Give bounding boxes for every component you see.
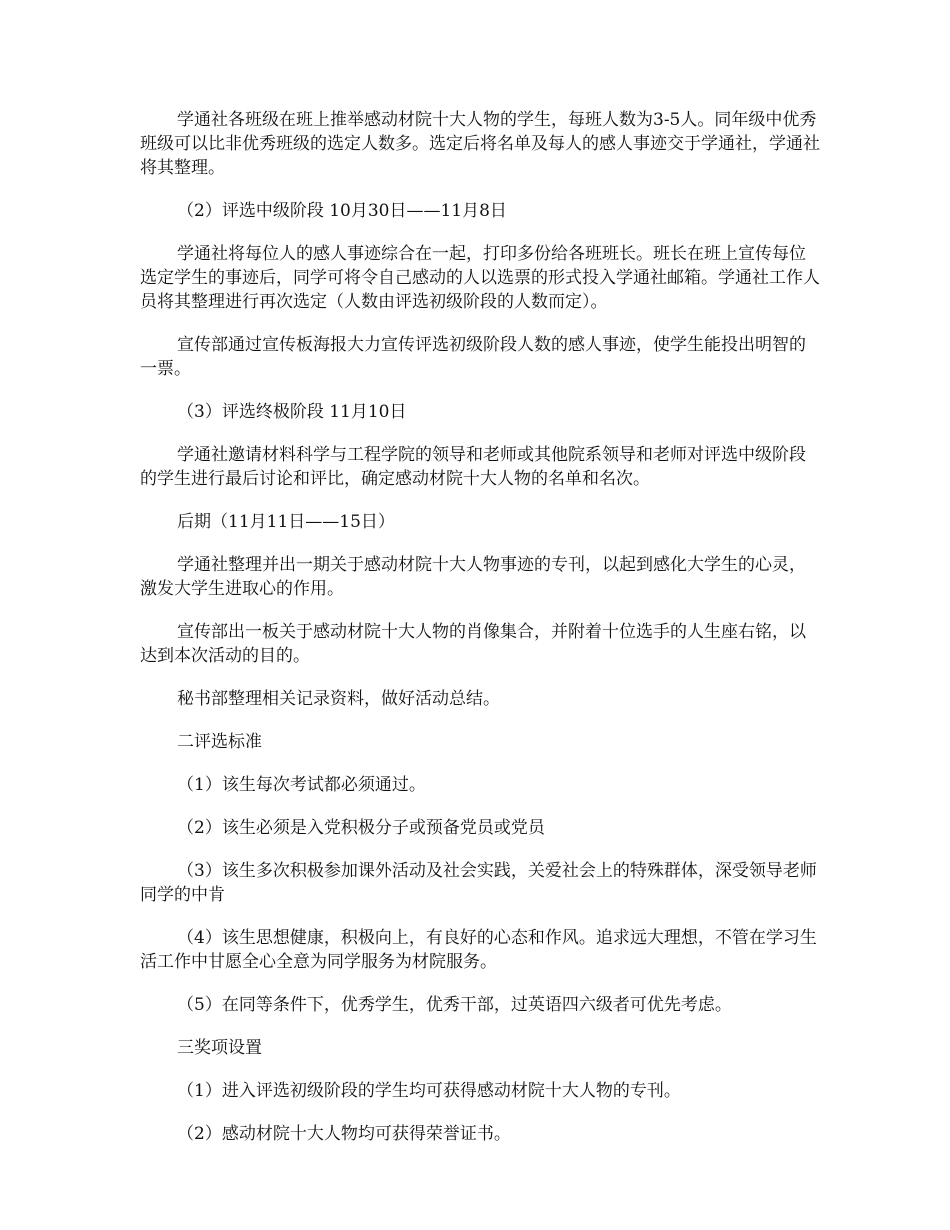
paragraph-special-issue: 学通社整理并出一期关于感动材院十大人物事迹的专刊，以起到感化大学生的心灵，激发大学生进取心的作用。 [140,555,806,599]
criteria-item-4: （4）该生思想健康，积极向上，有良好的心态和作风。追求远大理想，不管在学习生活工作中甘愿全心全意为同学服务为材院服务。 [140,928,817,972]
paragraph-publicity: 宣传部通过宣传板海报大力宣传评选初级阶段人数的感人事迹，使学生能投出明智的一票。 [140,335,806,379]
paragraph-final-stage: （3）评选终极阶段 11月10日 [177,402,407,422]
criteria-item-2: （2）该生必须是入党积极分子或预备党员或党员 [177,818,545,838]
award-item-2: （2）感动材院十大人物均可获得荣誉证书。 [177,1124,511,1144]
award-item-1: （1）进入评选初级阶段的学生均可获得感动材院十大人物的专刊。 [177,1081,681,1101]
document-page [140,108,820,1165]
paragraph-class-nomination: 学通社各班级在班上推举感动材院十大人物的学生，每班人数为3-5人。同年级中优秀班级可以比非优秀班级的选定人数多。选定后将名单及每人的感人事迹交于学通社，学通社将其整理。 [140,110,820,178]
section-heading-awards: 三奖项设置 [177,1038,262,1058]
paragraph-secretariat: 秘书部整理相关记录资料，做好活动总结。 [177,689,500,709]
paragraph-voting-process: 学通社将每位人的感人事迹综合在一起，打印多份给各班班长。班长在班上宣传每位选定学生的事迹后，同学可将令自己感动的人以选票的形式投入学通社邮箱。学通社工作人员将其整理进行再次选定（人数由评选初级阶段的人数而定）。 [140,244,820,312]
criteria-item-5: （5）在同等条件下，优秀学生，优秀干部，过英语四六级者可优先考虑。 [177,995,732,1015]
section-heading-criteria: 二评选标准 [177,732,262,752]
paragraph-portrait-board: 宣传部出一板关于感动材院十大人物的肖像集合，并附着十位选手的人生座右铭，以达到本次活动的目的。 [140,622,806,666]
criteria-item-1: （1）该生每次考试都必须通过。 [177,775,426,795]
paragraph-intermediate-stage: （2）评选中级阶段 10月30日——11月8日 [177,201,507,221]
paragraph-post-phase: 后期（11月11日——15日） [177,512,395,532]
paragraph-final-review: 学通社邀请材料科学与工程学院的领导和老师或其他院系领导和老师对评选中级阶段的学生进行最后讨论和评比，确定感动材院十大人物的名单和名次。 [140,445,806,489]
criteria-item-3: （3）该生多次积极参加课外活动及社会实践，关爱社会上的特殊群体，深受领导老师同学的中肯 [140,861,817,905]
